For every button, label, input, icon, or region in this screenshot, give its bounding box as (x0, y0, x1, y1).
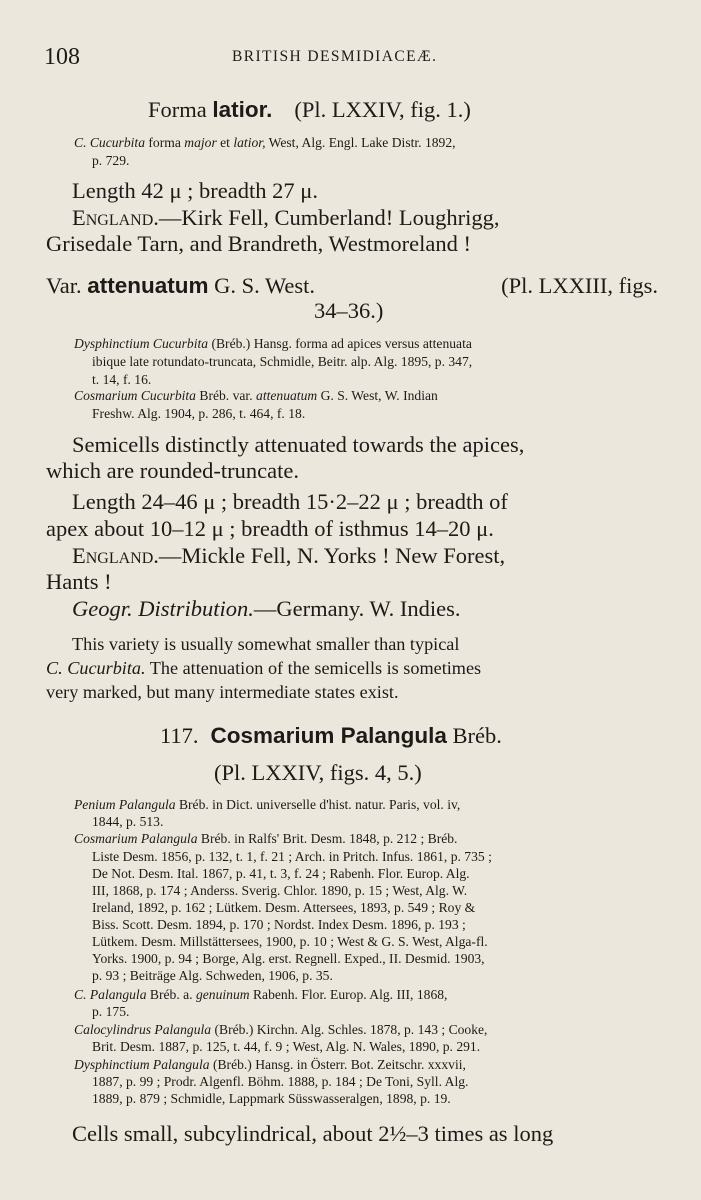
heading-left (46, 273, 315, 299)
synonym-text: (Bréb.) Hansg. in Österr. Bot. Zeitschr. xxxvii, (209, 1057, 466, 1072)
synonym-line (74, 831, 457, 847)
synonym-line (74, 987, 447, 1003)
remarks-line (46, 658, 481, 679)
var-attenuatum-heading (46, 273, 658, 299)
synonym-continuation: ibique late rotundato-truncata, Schmidle, Beitr. alp. Alg. 1895, p. 347, (92, 354, 473, 369)
locality-line: Grisedale Tarn, and Brandreth, Westmoreland ! (46, 231, 472, 256)
heading-taxon: latior. (212, 97, 273, 122)
forma-latior-heading (148, 97, 471, 123)
synonym-text: Rabenh. Flor. Europ. Alg. III, 1868, (249, 987, 448, 1002)
running-head: BRITISH DESMIDIACEÆ. (232, 48, 438, 65)
species-heading (160, 723, 502, 749)
synonym-continuation: p. 175. (92, 1004, 130, 1019)
synonym-italic: latior, (233, 135, 266, 150)
synonym-name: Dysphinctium Cucurbita (74, 336, 209, 351)
synonym-text: et (216, 135, 234, 150)
synonym-continuation: Yorks. 1900, p. 94 ; Borge, Alg. erst. Regnell. Exped., II. Desmid. 1903, (92, 951, 485, 966)
remarks-text: The attenuation of the semicells is sometimes (145, 658, 482, 678)
synonym-name: Penium Palangula (74, 797, 176, 812)
remarks-line: very marked, but many intermediate states exist. (46, 682, 399, 702)
synonym-line (74, 135, 456, 151)
synonym-continuation: Biss. Scott. Desm. 1894, p. 170 ; Nordst. Index Desm. 1896, p. 193 ; (92, 917, 466, 932)
description-line: Cells small, subcylindrical, about 2½–3 times as long (72, 1121, 554, 1146)
species-number: 117. (160, 723, 199, 748)
locality-text: —Kirk Fell, Cumberland! Loughrigg, (158, 205, 500, 230)
synonym-continuation: Brit. Desm. 1887, p. 125, t. 44, f. 9 ; West, Alg. N. Wales, 1890, p. 291. (92, 1039, 481, 1054)
synonym-continuation: 1887, p. 99 ; Prodr. Algenfl. Böhm. 1888, p. 184 ; De Toni, Syll. Alg. (92, 1074, 469, 1089)
remarks-taxon: C. Cucurbita. (46, 658, 146, 678)
synonym-text: Bréb. a. (146, 987, 196, 1002)
synonym-line (74, 388, 438, 404)
synonym-continuation: Lütkem. Desm. Millstättersees, 1900, p. 10 ; West & G. S. West, Alga-fl. (92, 934, 488, 949)
synonym-italic: attenuatum (256, 388, 318, 403)
page-number: 108 (44, 44, 80, 70)
plate-reference: (Pl. LXXIII, figs. (501, 273, 658, 298)
synonym-text: Bréb. var. (195, 388, 257, 403)
description-line: which are rounded-truncate. (46, 458, 300, 483)
synonym-text: G. S. West, W. Indian (317, 388, 438, 403)
measurements-line: apex about 10–12 μ ; breadth of isthmus 14–20 μ. (46, 516, 494, 541)
synonym-text: Bréb. in Dict. universelle d'hist. natur. Paris, vol. iv, (175, 797, 461, 812)
synonym-text: West, Alg. Engl. Lake Distr. 1892, (265, 135, 456, 150)
heading-prefix: Var. (46, 273, 88, 298)
country: England. (72, 543, 159, 568)
synonym-name: C. Palangula (74, 987, 147, 1002)
locality-line: Hants ! (46, 569, 112, 594)
synonym-continuation: 1889, p. 879 ; Schmidle, Lappmark Süsswasseralgen, 1898, p. 19. (92, 1091, 451, 1106)
description-line: Semicells distinctly attenuated towards the apices, (72, 432, 525, 457)
heading-prefix: Forma (148, 97, 213, 122)
heading-author: G. S. West. (208, 273, 316, 298)
synonym-text: Bréb. in Ralfs' Brit. Desm. 1848, p. 212 ; Bréb. (197, 831, 458, 846)
synonym-line (74, 336, 472, 352)
remarks-line: This variety is usually somewhat smaller than typical (72, 634, 460, 654)
heading-taxon: attenuatum (87, 273, 209, 298)
species-author: Bréb. (446, 723, 502, 748)
synonym-text: (Bréb.) Kirchn. Alg. Schles. 1878, p. 143 ; Cooke, (211, 1022, 488, 1037)
plate-reference-cont: 34–36.) (314, 298, 384, 323)
measurements-line: Length 24–46 μ ; breadth 15·2–22 μ ; breadth of (72, 489, 508, 514)
distribution-text: —Germany. W. Indies. (253, 596, 461, 621)
synonym-continuation: III, 1868, p. 174 ; Anderss. Sverig. Chlor. 1890, p. 15 ; West, Alg. W. (92, 883, 468, 898)
synonym-continuation: p. 729. (92, 153, 130, 168)
synonym-name: Cosmarium Cucurbita (74, 388, 196, 403)
synonym-continuation: Liste Desm. 1856, p. 132, t. 1, f. 21 ; Arch. in Pritch. Infus. 1861, p. 735 ; (92, 849, 492, 864)
locality-text: —Mickle Fell, N. Yorks ! New Forest, (158, 543, 506, 568)
synonym-line (74, 1022, 487, 1038)
species-name: Cosmarium Palangula (210, 723, 447, 748)
synonym-name: Cosmarium Palangula (74, 831, 198, 846)
synonym-line (74, 797, 460, 813)
synonym-text: forma (145, 135, 185, 150)
synonym-name: Dysphinctium Palangula (74, 1057, 210, 1072)
synonym-text: (Bréb.) Hansg. forma ad apices versus attenuata (208, 336, 472, 351)
plate-reference: (Pl. LXXIV, fig. 1.) (294, 97, 471, 122)
synonym-continuation: p. 93 ; Beiträge Alg. Schweden, 1906, p. 35. (92, 968, 333, 983)
distribution-label: Geogr. Distribution. (72, 596, 254, 621)
locality-line (72, 543, 505, 569)
synonym-line (74, 1057, 466, 1073)
synonym-italic: genuinum (195, 987, 250, 1002)
synonym-continuation: Ireland, 1892, p. 162 ; Lütkem. Desm. Attersees, 1893, p. 549 ; Roy & (92, 900, 476, 915)
synonym-name: Calocylindrus Palangula (74, 1022, 212, 1037)
synonym-continuation: De Not. Desm. Ital. 1867, p. 41, t. 3, f. 24 ; Rabenh. Flor. Europ. Alg. (92, 866, 470, 881)
synonym-italic: major (184, 135, 217, 150)
synonym-continuation: 1844, p. 513. (92, 814, 164, 829)
synonym-continuation: t. 14, f. 16. (92, 372, 152, 387)
plate-reference: (Pl. LXXIV, figs. 4, 5.) (214, 760, 422, 785)
country: England. (72, 205, 159, 230)
synonym-continuation: Freshw. Alg. 1904, p. 286, t. 464, f. 18. (92, 406, 306, 421)
synonym-name: C. Cucurbita (74, 135, 145, 150)
locality-line (72, 205, 500, 231)
measurements: Length 42 μ ; breadth 27 μ. (72, 178, 318, 203)
distribution-line (72, 596, 461, 622)
